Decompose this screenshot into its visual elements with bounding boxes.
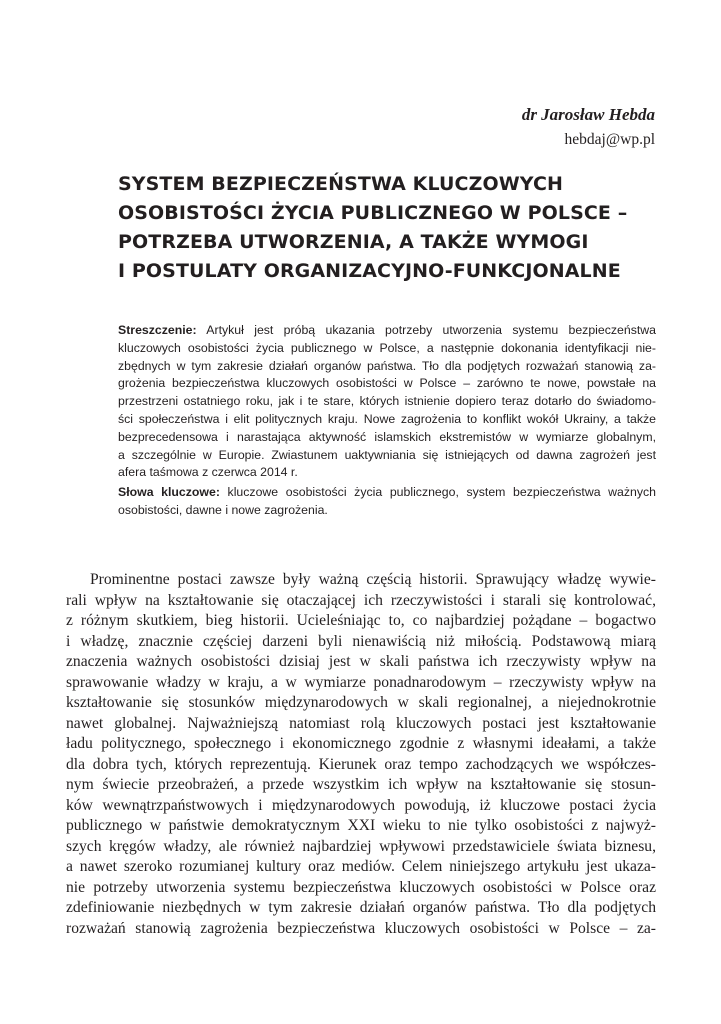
body-line: nie potrzeby utworzenia systemu bezpieczeństwa kluczowych osobistości w Polsce oraz <box>66 878 656 896</box>
body-line: sprawowanie władzy w kraju, a w wymiarze ponadnarodowym – rzeczywisty wpływ na <box>66 673 656 691</box>
body-line: rozważań stanowią zagrożenia bezpieczeństwa kluczowych osobistości w Polsce – za- <box>66 919 656 937</box>
body-line: Prominentne postaci zawsze były ważną częścią historii. Sprawujący władzę wywie- <box>90 571 656 588</box>
keywords-label: Słowa kluczowe: <box>118 485 220 499</box>
abstract-text: Artykuł jest próbą ukazania potrzeby utworzenia systemu bezpieczeństwa <box>206 323 656 337</box>
body-line: szych kręgów władzy, ale również najbardziej wpływowi przedstawiciele świata biznesu, <box>66 837 656 855</box>
author-name: dr Jarosław Hebda <box>521 105 655 124</box>
body-paragraph <box>66 570 656 939</box>
body-line: nawet globalnej. Najważniejszą natomiast rolą kluczowych postaci jest kształtowanie <box>66 714 656 732</box>
body-line: ków wewnątrzpaństwowych i międzynarodowych powodują, iż kluczowe postaci życia <box>66 796 656 814</box>
title-line: SYSTEM BEZPIECZEŃSTWA KLUCZOWYCH <box>118 173 564 195</box>
abstract-line: zbędnych w tym zakresie działań organów państwa. Tło dla podjętych rozważań stanowią za- <box>118 358 656 373</box>
body-line: nym świecie przeobrażeń, a przede wszystkim ich wpływ na kształtowanie się stosun- <box>66 776 656 793</box>
abstract-line: afera taśmowa z czerwca 2014 r. <box>118 465 298 480</box>
abstract-line: ści społeczeństwa i elit politycznych kraju. Nowe zagrożenia to konflikt wokół Ukrainy, a także <box>118 411 656 426</box>
author-email: hebdaj@wp.pl <box>564 131 655 148</box>
title-line: POTRZEBA UTWORZENIA, A TAKŻE WYMOGI <box>118 231 589 253</box>
body-line: a nawet szeroko rozumianej kultury oraz mediów. Celem niniejszego artykułu jest ukaza- <box>66 858 656 875</box>
abstract-line <box>118 322 656 340</box>
title-line: I POSTULATY ORGANIZACYJNO-FUNKCJONALNE <box>118 260 621 282</box>
title-line: OSOBISTOŚCI ŻYCIA PUBLICZNEGO W POLSCE – <box>118 202 628 224</box>
abstract-line: bezprecedensowa i narastająca aktywność islamskich ekstremistów w wymiarze globalnym, <box>118 429 656 444</box>
keywords-line: osobistości, dawne i nowe zagrożenia. <box>118 502 328 517</box>
abstract-line: przestrzeni ostatniego roku, jak i te stare, których istnienie dopiero teraz dotarło do świadomo- <box>118 394 656 409</box>
body-line: rali wpływ na kształtowanie się otaczającej ich rzeczywistości i starali się kontrolować, <box>66 591 656 609</box>
body-line: zdefiniowanie niezbędnych w tym zakresie działań organów państwa. Tło dla podjętych <box>66 899 656 916</box>
body-line: ładu politycznego, społecznego i ekonomicznego zgodnie z własnymi ideałami, a także <box>66 735 656 752</box>
abstract-line: grożenia bezpieczeństwa kluczowych osobistości w Polsce – zarówno te nowe, powstałe na <box>118 376 656 391</box>
keywords-text: kluczowe osobistości życia publicznego, system bezpieczeństwa ważnych <box>227 485 656 499</box>
body-line: znaczenia ważnych osobistości dzisiaj jest w skali państwa ich rzeczywisty wpływ na <box>66 653 656 670</box>
abstract-line: kluczowych osobistości życia publicznego w Polsce, a następnie dokonania identyfikacji nie- <box>118 340 656 355</box>
body-line: i władzę, znacznie częściej darzeni byli nienawiścią niż miłością. Podstawową miarą <box>66 632 656 650</box>
body-line: z różnym skutkiem, bieg historii. Ucieleśniając to, co najbardziej pożądane – bogactwo <box>66 612 656 629</box>
keywords-line <box>118 484 656 502</box>
abstract-section <box>118 322 656 482</box>
keywords-section <box>118 484 656 520</box>
body-line: kształtowanie się stosunków międzynarodowych w skali regionalnej, a niejednokrotnie <box>66 694 656 711</box>
author-block <box>522 104 655 151</box>
abstract-label: Streszczenie: <box>118 323 197 337</box>
abstract-line: a szczególnie w Europie. Zwiastunem uaktywniania się istniejących od dawna zagrożeń jest <box>118 447 656 462</box>
body-line: publicznego w państwie demokratycznym XXI wieku to nie tylko osobistości z najwyż- <box>66 817 656 834</box>
article-title <box>118 170 663 286</box>
body-line: dla dobra tych, których reprezentują. Kierunek oraz tempo zachodzących we współczes- <box>66 755 656 773</box>
